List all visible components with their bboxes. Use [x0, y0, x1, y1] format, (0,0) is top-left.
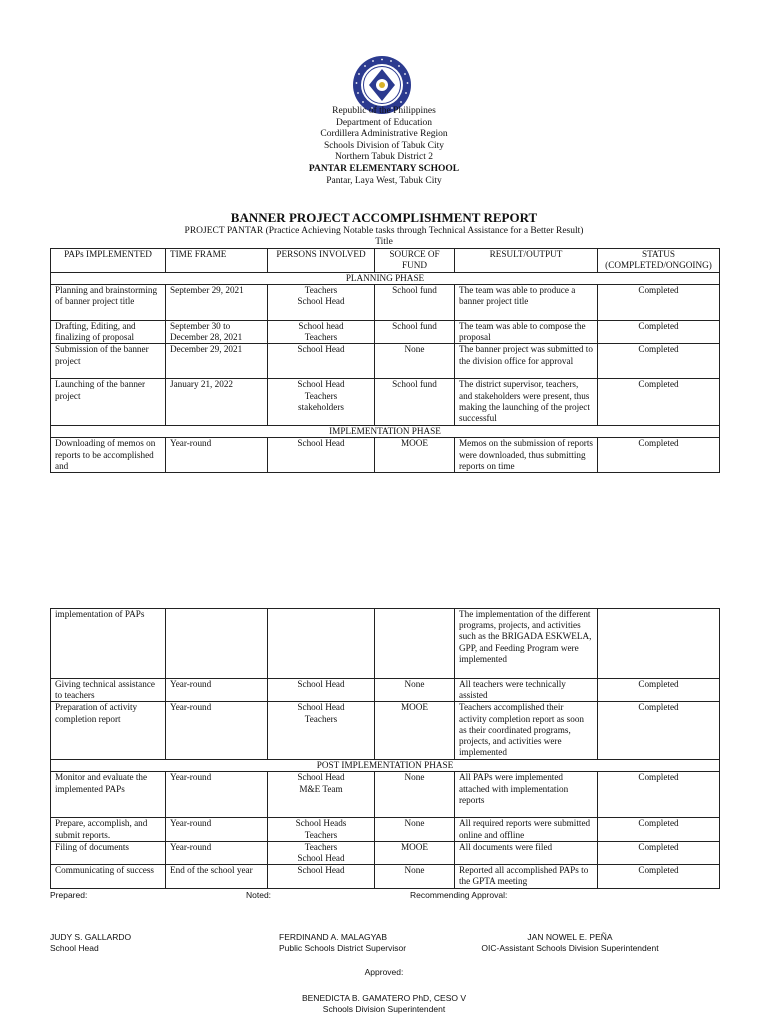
fund-cell: None [375, 865, 455, 888]
table-row [51, 321, 720, 344]
phase-label: PLANNING PHASE [51, 273, 720, 285]
persons-cell: School Head M&E Team [268, 772, 375, 818]
paps-cell: Drafting, Editing, and finalizing of proposal [51, 321, 166, 344]
table-header-row [51, 249, 720, 273]
title-caption: Title [375, 237, 393, 247]
table-row [51, 841, 720, 864]
status-cell: Completed [598, 818, 720, 841]
accomplishment-table-page-1 [50, 248, 720, 473]
paps-cell: Submission of the banner project [51, 344, 166, 379]
column-header: RESULT/OUTPUT [455, 249, 598, 273]
header-line: Republic of the Philippines [332, 106, 436, 116]
time-frame-cell: December 29, 2021 [166, 344, 268, 379]
fund-cell: None [375, 344, 455, 379]
result-cell: Memos on the submission of reports were downloaded, thus submitting reports on time [455, 438, 598, 473]
time-frame-cell: January 21, 2022 [166, 379, 268, 426]
status-cell: Completed [598, 438, 720, 473]
paps-cell: Filing of documents [51, 841, 166, 864]
time-frame-cell: Year-round [166, 679, 268, 702]
status-cell: Completed [598, 841, 720, 864]
status-cell: Completed [598, 865, 720, 888]
prepared-label: Prepared: [50, 890, 88, 900]
result-cell: All documents were filed [455, 841, 598, 864]
approved-name: BENEDICTA B. GAMATERO PhD, CESO V [301, 993, 467, 1003]
prepared-title: School Head [50, 943, 99, 953]
status-cell: Completed [598, 344, 720, 379]
result-cell: The implementation of the different programs, projects, and activities such as the BRIGADA ESKWELA, GPP, and Feeding Program were implemented [455, 609, 598, 679]
paps-cell: Prepare, accomplish, and submit reports. [51, 818, 166, 841]
time-frame-cell: Year-round [166, 772, 268, 818]
paps-cell: implementation of PAPs [51, 609, 166, 679]
header-line: Department of Education [335, 117, 433, 128]
status-cell: Completed [598, 702, 720, 760]
column-header: PAPs IMPLEMENTED [51, 249, 166, 273]
status-cell: Completed [598, 379, 720, 426]
paps-cell: Planning and brainstorming of banner project title [51, 285, 166, 321]
header-line: Cordillera Administrative Region [320, 129, 448, 140]
phase-row [51, 273, 720, 285]
status-cell: Completed [598, 772, 720, 818]
table-row [51, 679, 720, 702]
time-frame-cell: End of the school year [166, 865, 268, 888]
result-cell: The district supervisor, teachers, and stakeholders were present, thus making the launching of the project successful [455, 379, 598, 426]
time-frame-cell: September 30 to December 28, 2021 [166, 321, 268, 344]
result-cell: All teachers were technically assisted [455, 679, 598, 702]
time-frame-cell: September 29, 2021 [166, 285, 268, 321]
table-row [51, 379, 720, 426]
report-title-block [0, 210, 768, 248]
noted-title: Public Schools District Supervisor [279, 943, 407, 953]
result-cell: All PAPs were implemented attached with implementation reports [455, 772, 598, 818]
approved-title: Schools Division Superintendent [322, 1004, 446, 1014]
paps-cell: Preparation of activity completion report [51, 702, 166, 760]
table-row [51, 285, 720, 321]
status-cell: Completed [598, 679, 720, 702]
result-cell: Reported all accomplished PAPs to the GPTA meeting [455, 865, 598, 888]
table-row [51, 344, 720, 379]
recommending-title: OIC-Assistant Schools Division Superintendent [481, 943, 659, 953]
persons-cell: Teachers School Head [268, 841, 375, 864]
persons-cell: School Head [268, 679, 375, 702]
status-cell: Completed [598, 285, 720, 321]
noted-name: FERDINAND A. MALAGYAB [279, 932, 388, 942]
header-line: Schools Division of Tabuk City [323, 140, 445, 151]
paps-cell: Launching of the banner project [51, 379, 166, 426]
fund-cell: MOOE [375, 841, 455, 864]
recommending-name: JAN NOWEL E. PEÑA [527, 932, 613, 942]
column-header: STATUS (COMPLETED/ONGOING) [598, 249, 720, 273]
time-frame-cell: Year-round [166, 702, 268, 760]
fund-cell: School fund [375, 379, 455, 426]
paps-cell: Communicating of success [51, 865, 166, 888]
letterhead [0, 106, 768, 187]
paps-cell: Giving technical assistance to teachers [51, 679, 166, 702]
report-title: BANNER PROJECT ACCOMPLISHMENT REPORT [230, 210, 538, 225]
paps-cell: Monitor and evaluate the implemented PAPs [51, 772, 166, 818]
fund-cell: None [375, 772, 455, 818]
phase-row [51, 760, 720, 772]
fund-cell: MOOE [375, 702, 455, 760]
time-frame-cell: Year-round [166, 438, 268, 473]
time-frame-cell: Year-round [166, 841, 268, 864]
table-row [51, 702, 720, 760]
table-row [51, 865, 720, 888]
result-cell: The team was able to compose the proposal [455, 321, 598, 344]
result-cell: Teachers accomplished their activity completion report as soon as their coordinated programs, projects, and activities were implemented [455, 702, 598, 760]
column-header: SOURCE OF FUND [375, 249, 455, 273]
persons-cell: School Head Teachers stakeholders [268, 379, 375, 426]
table-row [51, 818, 720, 841]
persons-cell: Teachers School Head [268, 285, 375, 321]
phase-label: IMPLEMENTATION PHASE [51, 426, 720, 438]
paps-cell: Downloading of memos on reports to be accomplished and [51, 438, 166, 473]
table-row [51, 772, 720, 818]
fund-cell: School fund [375, 285, 455, 321]
prepared-name: JUDY S. GALLARDO [50, 932, 132, 942]
status-cell [598, 609, 720, 679]
fund-cell: MOOE [375, 438, 455, 473]
status-cell: Completed [598, 321, 720, 344]
result-cell: All required reports were submitted online and offline [455, 818, 598, 841]
result-cell: The banner project was submitted to the division office for approval [455, 344, 598, 379]
column-header: PERSONS INVOLVED [268, 249, 375, 273]
column-header: TIME FRAME [166, 249, 268, 273]
header-line: Northern Tabuk District 2 [334, 152, 434, 163]
fund-cell [375, 609, 455, 679]
table-row [51, 609, 720, 679]
accomplishment-table-page-2 [50, 608, 720, 889]
time-frame-cell: Year-round [166, 818, 268, 841]
persons-cell: School head Teachers [268, 321, 375, 344]
recommending-label: Recommending Approval: [410, 890, 508, 900]
persons-cell: School Head [268, 865, 375, 888]
result-cell: The team was able to produce a banner project title [455, 285, 598, 321]
phase-label: POST IMPLEMENTATION PHASE [51, 760, 720, 772]
school-name: PANTAR ELEMENTARY SCHOOL [308, 163, 460, 174]
approved-label: Approved: [364, 967, 404, 977]
school-address: Pantar, Laya West, Tabuk City [326, 175, 442, 186]
persons-cell: School Head Teachers [268, 702, 375, 760]
persons-cell: School Head [268, 438, 375, 473]
project-name: PROJECT PANTAR (Practice Achieving Notable tasks through Technical Assistance for a Better Result) [184, 226, 584, 236]
fund-cell: None [375, 818, 455, 841]
persons-cell [268, 609, 375, 679]
persons-cell: School Head [268, 344, 375, 379]
fund-cell: None [375, 679, 455, 702]
phase-row [51, 426, 720, 438]
noted-label: Noted: [246, 890, 272, 900]
time-frame-cell [166, 609, 268, 679]
persons-cell: School Heads Teachers [268, 818, 375, 841]
fund-cell: School fund [375, 321, 455, 344]
table-row [51, 438, 720, 473]
